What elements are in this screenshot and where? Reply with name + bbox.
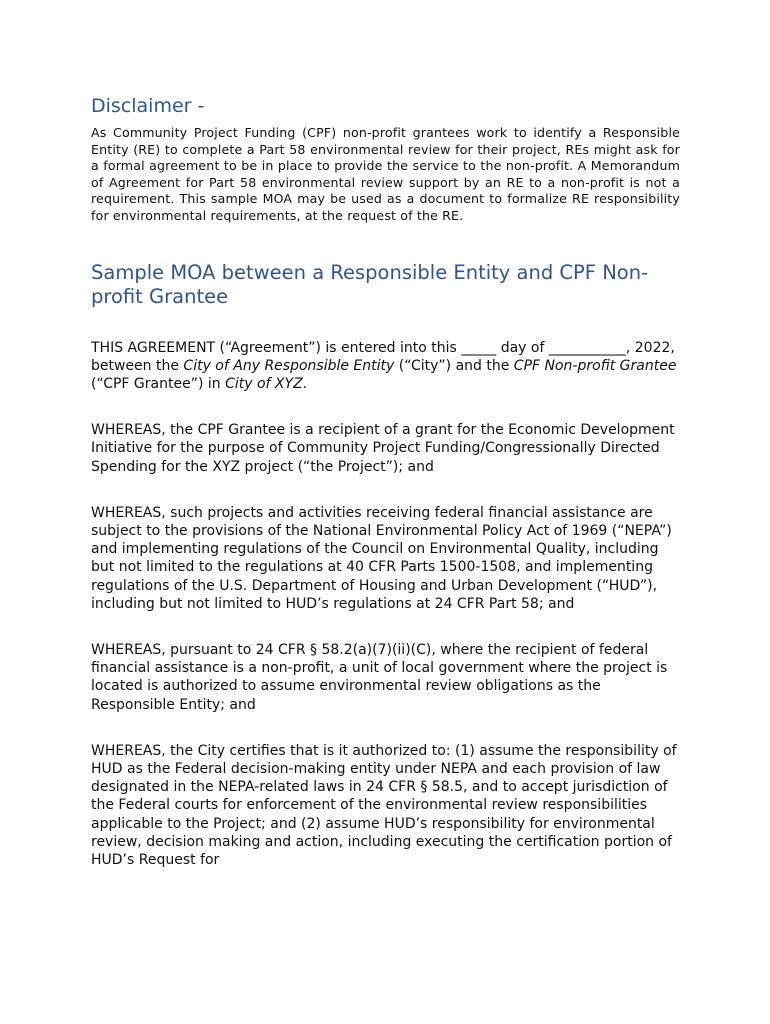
grantee-name-italic: CPF Non-profit Grantee xyxy=(513,357,677,374)
agreement-text-4: . xyxy=(302,375,308,392)
agreement-paragraph xyxy=(91,339,680,394)
moa-title: Sample MOA between a Responsible Entity and CPF Non-profit Grantee xyxy=(91,260,649,309)
agreement-text-2: (“City”) and the xyxy=(394,357,514,374)
disclaimer-paragraph: As Community Project Funding (CPF) non-profit grantees work to identify a Responsible Entity (RE) to complete a Part 58 environmental review for their project, REs might ask for a formal agreement to be in place to provide the service to the non-profit. A Memorandum of Agreement for Part 58 environmental review support by an RE to a non-profit is not a requirement. This sample MOA may be used as a document to formalize RE responsibility for environmental requirements, at the request of the RE. xyxy=(91,125,680,223)
document-body xyxy=(91,93,680,869)
disclaimer-heading: Disclaimer - xyxy=(91,95,205,117)
whereas-paragraph-3: WHEREAS, pursuant to 24 CFR § 58.2(a)(7)(ii)(C), where the recipient of federal financial assistance is a non-profit, a unit of local government where the project is located is authorized to assume environmental review obligations as the Responsible Entity; and xyxy=(91,642,668,713)
whereas-paragraph-4: WHEREAS, the City certifies that is it authorized to: (1) assume the responsibility of HUD as the Federal decision-making entity under NEPA and each provision of law designated in the NEPA-related laws in 24 CFR § 58.5, and to accept jurisdiction of the Federal courts for enforcement of the environmental review responsibilities applicable to the Project; and (2) assume HUD’s responsibility for environmental review, decision making and action, including executing the certification portion of HUD’s Request for xyxy=(91,742,677,869)
agreement-text-1: THIS AGREEMENT (“Agreement”) is entered into this _____ day of ___________, 2022, between the xyxy=(91,339,675,374)
city-name-italic: City of Any Responsible Entity xyxy=(183,357,395,374)
agreement-text-3: (“CPF Grantee”) in xyxy=(91,375,226,392)
location-italic: City of XYZ xyxy=(225,375,303,392)
whereas-paragraph-1: WHEREAS, the CPF Grantee is a recipient of a grant for the Economic Development Initiative for the purpose of Community Project Funding/Congressionally Directed Spending for the XYZ project (“the Project”); and xyxy=(91,422,675,475)
whereas-paragraph-2: WHEREAS, such projects and activities receiving federal financial assistance are subject to the provisions of the National Environmental Policy Act of 1969 (“NEPA”) and implementing regulations of the Council on Environmental Quality, including but not limited to the regulations at 40 CFR Parts 1500-1508, and implementing regulations of the U.S. Department of Housing and Urban Development (“HUD”), including but not limited to HUD’s regulations at 24 CFR Part 58; and xyxy=(91,504,672,612)
